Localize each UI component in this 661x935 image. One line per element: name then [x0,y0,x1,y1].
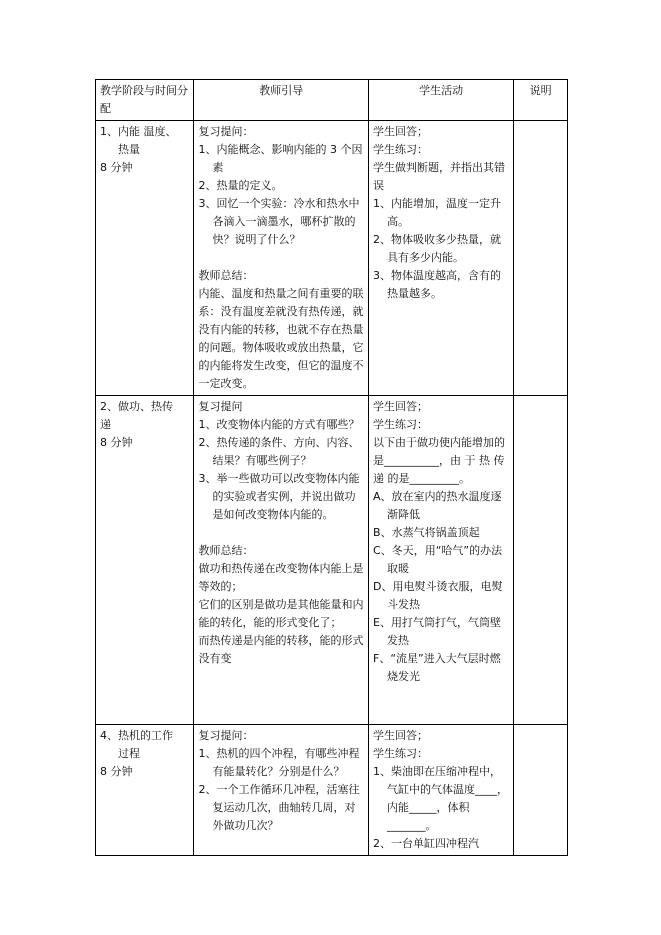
list-item: E、用打气筒打气，气筒壁发热 [373,616,501,647]
list-item: A、放在室内的热水温度逐渐降低 [373,490,502,521]
stage-line: 递 [100,418,111,431]
student-cell [369,121,514,396]
header-note: 说明 [514,80,568,121]
list-item: 2、一个工作循环几冲程，活塞往复运动几次，曲轴转几周，对外做功几次？ [198,783,360,832]
spacer [198,249,364,267]
text-line: 内能、温度和热量之间有重要的联系：没有温度差就没有热传递，就没有内能的转移，也就不存在热量的问题。物体吸收或放出热量，它的内能将发生改变，但它的温度不一定改变。 [198,287,364,390]
text-line: 复习提问 [198,400,243,413]
stage-time: 8 分钟 [100,436,133,449]
stage-cell [96,396,194,725]
text-line: 学生回答； [373,125,429,138]
teacher-cell [194,396,369,725]
list-item: 1、改变物体内能的方式有哪些？ [198,418,360,431]
text-line: 学生练习： [373,418,429,431]
text-line: 学生回答； [373,400,429,413]
lesson-plan-table [95,79,568,856]
list-item: 1、内能概念、影响内能的 3 个因素 [198,143,363,174]
text-line: 而热传递是内能的转移，能的形式没有变 [198,634,364,665]
text-line: 复习提问： [198,729,254,742]
stage-time: 8 分钟 [100,161,133,174]
list-item: 3、回忆一个实验：冷水和热水中各滴入一滴墨水，哪杯扩散的快？说明了什么？ [198,197,360,246]
list-item: B、水蒸气将锅盖顶起 [373,526,480,539]
text-line: 做功和热传递在改变物体内能上是等效的； [198,562,364,593]
table-row [96,121,568,396]
note-cell [514,121,568,396]
note-cell [514,725,568,856]
list-item: 2、一台单缸四冲程汽 [373,837,480,850]
teacher-cell [194,121,369,396]
text-line: 复习提问： [198,125,254,138]
header-teacher: 教师引导 [194,80,369,121]
list-item: D、用电熨斗烫衣服，电熨斗发热 [373,580,503,611]
teacher-cell [194,725,369,856]
list-item: 3、举一些做功可以改变物体内能的实验或者实例，并说出做功是如何改变物体内能的。 [198,472,360,521]
stage-cell [96,725,194,856]
stage-line: 4、热机的工作 [100,729,173,742]
stage-line: 过程 [118,747,140,760]
text-line: 以下由于做功使内能增加的是__________，由 于 热 传 递 的是_________。 [373,436,509,485]
list-item: 2、热量的定义。 [198,179,283,192]
student-cell [369,396,514,725]
header-student: 学生活动 [369,80,514,121]
stage-time: 8 分钟 [100,765,133,778]
text-line: 学生练习： [373,143,429,156]
list-item: C、冬天，用“哈气”的办法取暖 [373,544,503,575]
text-line: 学生练习： [373,747,429,760]
list-item: 2、物体吸收多少热量，就具有多少内能。 [373,233,502,264]
header-stage: 教学阶段与时间分配 [96,80,194,121]
list-item: 2、热传递的条件、方向、内容、结果？有哪些例子？ [198,436,360,467]
text-line: 教师总结： [198,269,254,282]
spacer [198,524,364,542]
list-item: F、“流星”进入大气层时燃烧发光 [373,652,501,683]
text-line: 学生回答； [373,729,429,742]
table-header-row [96,80,568,121]
student-cell [369,725,514,856]
list-item: 1、柴油即在压缩冲程中，气缸中的气体温度____，内能_____，体积_______。 [373,765,509,832]
table-row [96,396,568,725]
stage-line: 2、做功、热传 [100,400,173,413]
text-line: 它们的区别是做功是其他能量和内能的转化，能的形式变化了； [198,598,364,629]
note-cell [514,396,568,725]
list-item: 1、热机的四个冲程，有哪些冲程有能量转化？分别是什么？ [198,747,360,778]
list-item: 3、物体温度越高，含有的热量越多。 [373,269,502,300]
stage-cell [96,121,194,396]
text-line: 教师总结： [198,544,254,557]
table-row [96,725,568,856]
stage-line: 热量 [118,143,140,156]
stage-line: 1、内能 温度、 [100,125,177,138]
list-item: 1、内能增加，温度一定升高。 [373,197,502,228]
text-line: 学生做判断题，并指出其错误 [373,161,506,192]
